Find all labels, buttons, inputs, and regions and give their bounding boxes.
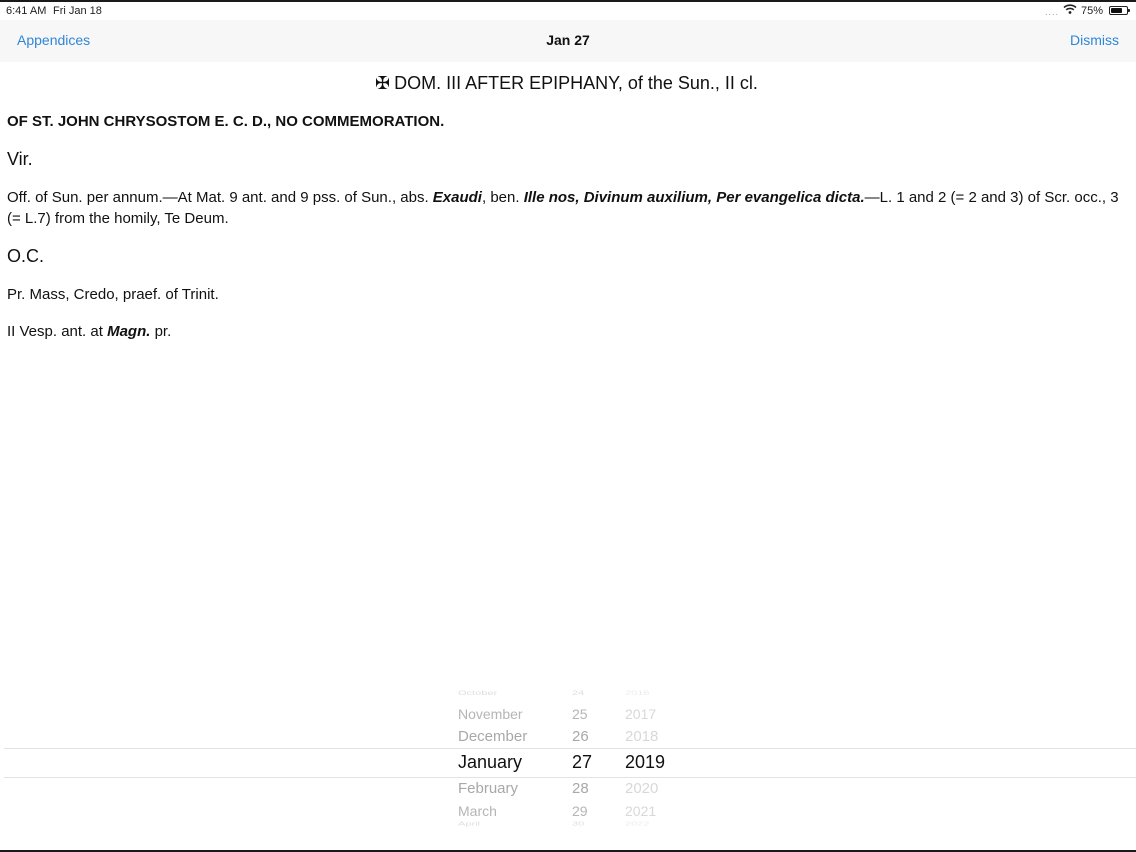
picker-month-option[interactable]: April: [458, 821, 481, 827]
wifi-icon: [1063, 4, 1077, 17]
liturgical-color: Vir.: [7, 149, 33, 169]
office-text-1: Off. of Sun. per annum.—At Mat. 9 ant. and 9 pss. of Sun., abs.: [7, 189, 433, 206]
status-date: Fri Jan 18: [53, 5, 102, 17]
picker-month-selected[interactable]: January: [458, 752, 523, 772]
cross-pattee-icon: ✠: [375, 73, 391, 93]
status-time: 6:41 AM: [6, 5, 47, 17]
page-title: Jan 27: [546, 32, 590, 48]
status-indicators: [1045, 4, 1128, 17]
vespers-text-1: II Vesp. ant. at: [7, 323, 108, 340]
day-title: [7, 72, 1126, 94]
battery-tip: [1128, 9, 1130, 12]
dismiss-button[interactable]: Dismiss: [1070, 32, 1119, 48]
office-text-3: —L. 1 and 2 (= 2 and 3) of Scr. occ., 3 (= L.7) from the homily, Te Deum.: [7, 189, 1119, 227]
office-paragraph: [7, 187, 1126, 229]
mass-line: Pr. Mass, Credo, praef. of Trinit.: [7, 286, 219, 303]
picker-month-option[interactable]: February: [458, 780, 519, 797]
battery-fill: [1111, 8, 1122, 13]
feast-rank-line: OF ST. JOHN CHRYSOSTOM E. C. D., NO COMMEMORATION.: [7, 113, 445, 130]
day-title-text: DOM. III AFTER EPIPHANY, of the Sun., II cl.: [394, 73, 758, 93]
picker-month-option[interactable]: December: [458, 728, 528, 745]
office-text-2: , ben.: [481, 189, 524, 206]
vespers-line: [7, 321, 1126, 342]
picker-day-option[interactable]: 25: [572, 706, 588, 722]
picker-month-option[interactable]: March: [458, 803, 497, 819]
vespers-text-2: pr.: [150, 323, 172, 340]
office-blessings: Ille nos, Divinum auxilium, Per evangelica dicta.: [523, 189, 865, 206]
picker-day-selected[interactable]: 27: [572, 752, 593, 772]
picker-day-option[interactable]: 30: [572, 821, 585, 827]
signal-icon: ....: [1044, 6, 1059, 17]
picker-year-option[interactable]: 2016: [625, 690, 650, 697]
picker-year-option[interactable]: 2017: [625, 706, 657, 722]
picker-day-option[interactable]: 28: [572, 780, 589, 797]
navigation-bar: [0, 20, 1136, 62]
appendices-button[interactable]: Appendices: [17, 32, 91, 48]
picker-year-selected[interactable]: 2019: [625, 752, 666, 772]
picker-year-option[interactable]: 2018: [625, 728, 659, 745]
picker-year-option[interactable]: 2021: [625, 803, 657, 819]
battery-icon: [1109, 6, 1128, 15]
picker-day-option[interactable]: 24: [572, 690, 585, 697]
picker-day-option[interactable]: 26: [572, 728, 589, 745]
picker-month-option[interactable]: October: [458, 690, 498, 697]
picker-year-option[interactable]: 2020: [625, 780, 659, 797]
oc-line: O.C.: [7, 246, 45, 266]
date-picker[interactable]: [0, 690, 1136, 838]
picker-day-option[interactable]: 29: [572, 803, 588, 819]
vespers-magnificat: Magn.: [107, 323, 151, 340]
status-bar: [0, 2, 1136, 20]
picker-year-option[interactable]: 2022: [625, 821, 650, 827]
picker-month-option[interactable]: November: [458, 706, 523, 722]
picker-selection-band: [4, 748, 1136, 778]
ordo-content: [7, 72, 1126, 342]
office-absolution: Exaudi: [432, 189, 482, 206]
battery-percent: 75%: [1080, 4, 1103, 17]
